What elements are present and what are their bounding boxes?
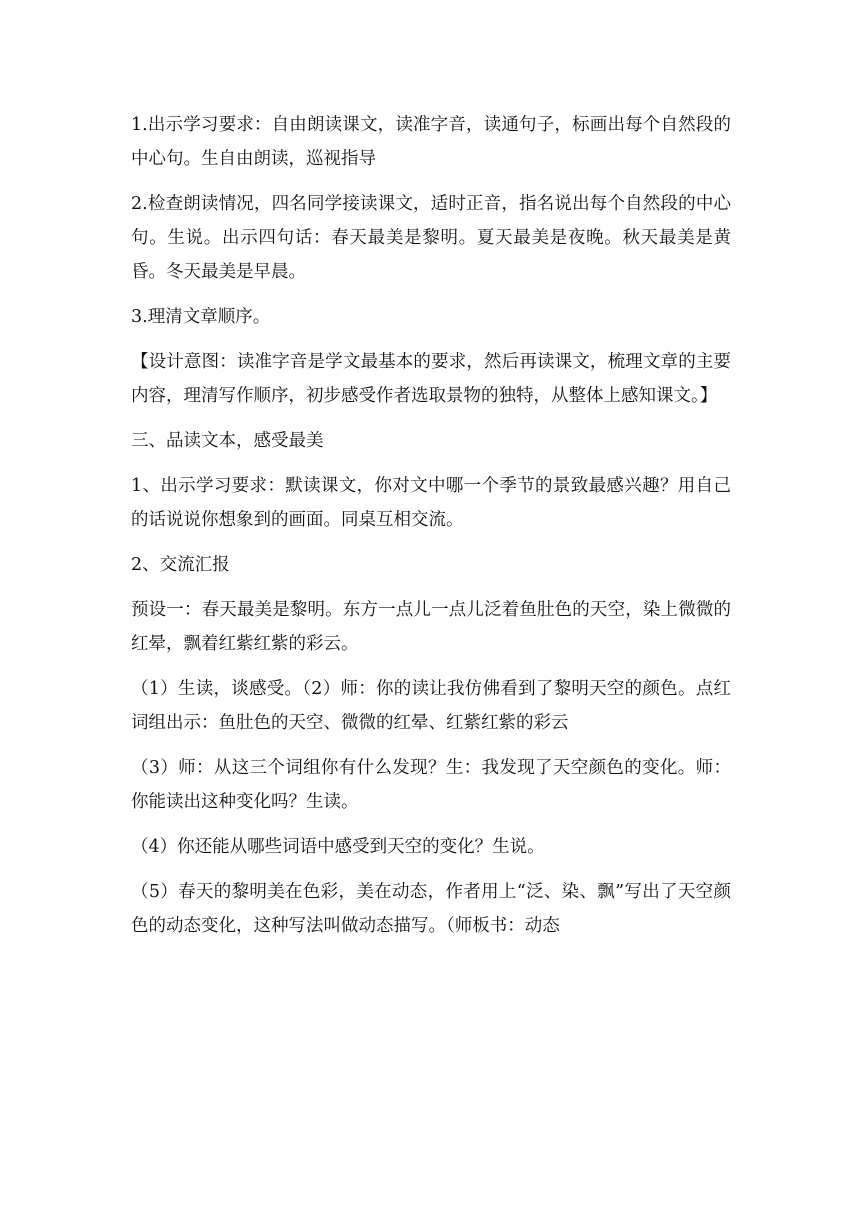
paragraph-item-4: （4）你还能从哪些词语中感受到天空的变化？生说。 — [131, 837, 545, 857]
paragraph-step-3: 3.理清文章顺序。 — [131, 307, 271, 327]
paragraph-report-heading: 2、交流汇报 — [131, 555, 230, 575]
paragraph-step-1: 1.出示学习要求：自由朗读课文，读准字音，读通句子，标画出每个自然段的中心句。生自由朗读，巡视指导 — [131, 115, 731, 169]
paragraph-step-2: 2.检查朗读情况，四名同学接读课文，适时正音，指名说出每个自然段的中心句。生说。出示四句话：春天最美是黎明。夏天最美是夜晚。秋天最美是黄昏。冬天最美是早晨。 — [131, 194, 731, 282]
paragraph-item-5: （5）春天的黎明美在色彩，美在动态，作者用上“泛、染、飘”写出了天空颜色的动态变化，这种写法叫做动态描写。（师板书：动态 — [131, 882, 731, 936]
paragraph-requirement: 1、出示学习要求：默读课文，你对文中哪一个季节的景致最感兴趣？用自己的话说说你想象到的画面。同桌互相交流。 — [131, 476, 731, 530]
paragraph-design-intent: 【设计意图：读准字音是学文最基本的要求，然后再读课文，梳理文章的主要内容，理清写作顺序，初步感受作者选取景物的独特，从整体上感知课文。】 — [131, 352, 731, 406]
section-heading-3: 三、品读文本，感受最美 — [131, 431, 324, 451]
paragraph-preset-1: 预设一：春天最美是黎明。东方一点儿一点儿泛着鱼肚色的天空，染上微微的红晕，飘着红紫红紫的彩云。 — [131, 600, 731, 654]
document-body — [131, 108, 731, 954]
paragraph-item-3: （3）师：从这三个词组你有什么发现？生：我发现了天空颜色的变化。师：你能读出这种变化吗？生读。 — [131, 758, 731, 812]
paragraph-item-1-2: （1）生读，谈感受。（2）师：你的读让我仿佛看到了黎明天空的颜色。点红词组出示：鱼肚色的天空、微微的红晕、红紫红紫的彩云 — [131, 679, 731, 733]
